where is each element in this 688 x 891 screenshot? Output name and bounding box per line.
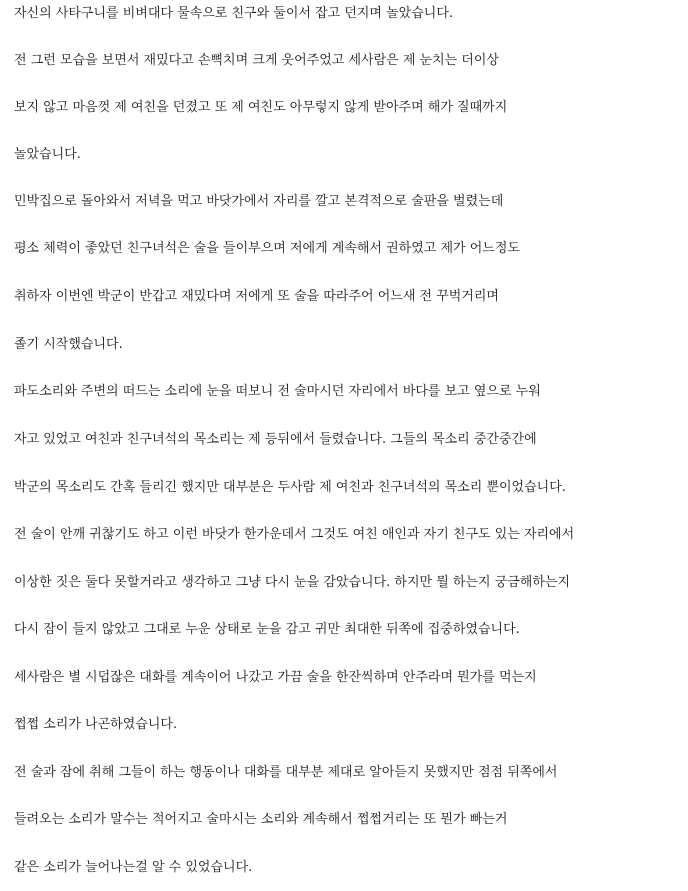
text-line: 보지 않고 마음껏 제 여친을 던졌고 또 제 여친도 아무렇지 않게 받아주며 해가 질때까지 — [14, 100, 508, 115]
text-line: 쩝쩝 소리가 나곤하였습니다. — [14, 717, 178, 732]
text-line: 평소 체력이 좋았던 친구녀석은 술을 들이부으며 저에게 계속해서 권하였고 제가 어느정도 — [14, 241, 520, 256]
text-line: 졸기 시작했습니다. — [14, 337, 123, 352]
text-line: 들려오는 소리가 말수는 적어지고 술마시는 소리와 계속해서 쩝쩝거리는 또 뭔가 빠는거 — [14, 812, 508, 827]
text-line: 자신의 사타구니를 비벼대다 물속으로 친구와 둘이서 잡고 던지며 놀았습니다. — [14, 6, 454, 21]
text-line: 박군의 목소리도 간혹 들리긴 했지만 대부분은 두사람 제 여친과 친구녀석의 목소리 뿐이었습니다. — [14, 480, 566, 495]
text-line: 민박집으로 돌아와서 저녁을 먹고 바닷가에서 자리를 깔고 본격적으로 술판을 벌렸는데 — [14, 194, 504, 209]
text-line: 파도소리와 주변의 떠드는 소리에 눈을 떠보니 전 술마시던 자리에서 바다를 보고 옆으로 누워 — [14, 384, 541, 399]
text-line: 이상한 짓은 둘다 못할거라고 생각하고 그냥 다시 눈을 감았습니다. 하지만 뭘 하는지 궁금해하는지 — [14, 575, 571, 590]
text-line: 전 술과 잠에 취해 그들이 하는 행동이나 대화를 대부분 제대로 알아듣지 못했지만 점점 뒤쪽에서 — [14, 765, 558, 780]
text-line: 놀았습니다. — [14, 147, 81, 162]
text-line: 다시 잠이 들지 않았고 그대로 누운 상태로 눈을 감고 귀만 최대한 뒤쪽에 집중하였습니다. — [14, 622, 520, 637]
text-line: 자고 있었고 여친과 친구녀석의 목소리는 제 등뒤에서 들렸습니다. 그들의 목소리 중간중간에 — [14, 432, 537, 447]
text-line: 전 술이 안깨 귀찮기도 하고 이런 바닷가 한가운데서 그것도 여친 애인과 자기 친구도 있는 자리에서 — [14, 527, 575, 542]
text-line: 전 그런 모습을 보면서 재밌다고 손뼉치며 크게 웃어주었고 세사람은 제 눈치는 더이상 — [14, 53, 499, 68]
text-line: 취하자 이번엔 박군이 반갑고 재밌다며 저에게 또 술을 따라주어 어느새 전 꾸벅거리며 — [14, 289, 499, 304]
text-line: 같은 소리가 늘어나는걸 알 수 있었습니다. — [14, 860, 253, 875]
text-line: 세사람은 별 시덥잖은 대화를 계속이어 나갔고 가끔 술을 한잔씩하며 안주라며 뭔가를 먹는지 — [14, 670, 537, 685]
